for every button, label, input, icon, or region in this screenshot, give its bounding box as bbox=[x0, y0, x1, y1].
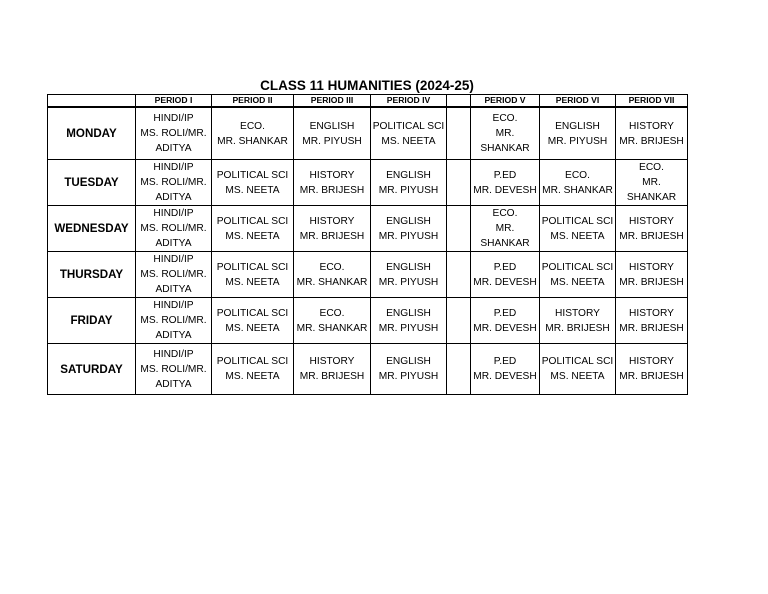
day-label: TUESDAY bbox=[48, 160, 136, 206]
period-cell bbox=[294, 206, 371, 252]
teacher-line: ADITYA bbox=[155, 143, 192, 154]
teacher-line: MR. SHANKAR bbox=[542, 184, 613, 196]
teacher-line: MR. PIYUSH bbox=[547, 135, 608, 147]
subject-line: POLITICAL SCI bbox=[372, 120, 445, 132]
timetable bbox=[47, 94, 688, 395]
period-cell bbox=[136, 344, 212, 395]
row-monday bbox=[48, 107, 688, 160]
period-cell bbox=[616, 206, 688, 252]
period-cell bbox=[616, 160, 688, 206]
teacher-line: MS. ROLI/MR. bbox=[140, 177, 207, 188]
teacher-line: ADITYA bbox=[155, 238, 192, 249]
row-saturday bbox=[48, 344, 688, 395]
subject-line: ECO. bbox=[492, 113, 518, 124]
subject-line: P.ED bbox=[493, 307, 517, 319]
subject-line: HISTORY bbox=[629, 215, 674, 227]
subject-line: ENGLISH bbox=[386, 356, 431, 367]
period-cell bbox=[212, 206, 294, 252]
subject-line: POLITICAL SCI bbox=[541, 356, 614, 367]
subject-line: HINDI/IP bbox=[153, 113, 194, 124]
subject-line: HINDI/IP bbox=[153, 254, 194, 265]
teacher-line: MR. BRIJESH bbox=[619, 230, 684, 242]
period-cell bbox=[212, 107, 294, 160]
period-cell bbox=[294, 252, 371, 298]
teacher-line: MS. ROLI/MR. bbox=[140, 128, 207, 139]
subject-line: HISTORY bbox=[309, 356, 355, 367]
teacher-line: MR. bbox=[642, 177, 661, 188]
teacher-line: MR. PIYUSH bbox=[378, 371, 439, 382]
teacher-line: ADITYA bbox=[155, 192, 192, 203]
period-cell bbox=[616, 252, 688, 298]
period-cell bbox=[616, 344, 688, 395]
teacher-line: MR. BRIJESH bbox=[619, 371, 684, 382]
period-cell bbox=[616, 298, 688, 344]
period-cell bbox=[540, 252, 616, 298]
period-cell bbox=[540, 298, 616, 344]
row-friday bbox=[48, 298, 688, 344]
period-cell bbox=[471, 160, 540, 206]
subject-line: ENGLISH bbox=[555, 120, 600, 132]
period-cell bbox=[136, 206, 212, 252]
subject-line: POLITICAL SCI bbox=[541, 261, 614, 273]
subject-line: POLITICAL SCI bbox=[216, 169, 289, 181]
teacher-line: MS. ROLI/MR. bbox=[140, 223, 207, 234]
period-cell bbox=[371, 160, 447, 206]
teacher-line: MS. NEETA bbox=[381, 135, 436, 147]
period-cell bbox=[212, 298, 294, 344]
teacher-line: MS. ROLI/MR. bbox=[140, 269, 207, 280]
subject-line: ENGLISH bbox=[386, 215, 431, 227]
header-period-5: PERIOD V bbox=[471, 95, 540, 108]
period-cell bbox=[212, 160, 294, 206]
period-cell bbox=[371, 252, 447, 298]
period-cell bbox=[616, 107, 688, 160]
day-label: THURSDAY bbox=[48, 252, 136, 298]
period-cell bbox=[136, 252, 212, 298]
subject-line: ENGLISH bbox=[386, 307, 431, 319]
period-cell bbox=[471, 206, 540, 252]
period-cell bbox=[540, 206, 616, 252]
header-period-2: PERIOD II bbox=[212, 95, 294, 108]
day-label: FRIDAY bbox=[48, 298, 136, 344]
period-cell bbox=[540, 107, 616, 160]
teacher-line: MR. BRIJESH bbox=[619, 322, 684, 334]
teacher-line: SHANKAR bbox=[480, 143, 530, 154]
subject-line: ENGLISH bbox=[386, 261, 431, 273]
subject-line: ECO. bbox=[240, 120, 265, 132]
subject-line: ENGLISH bbox=[309, 120, 355, 132]
teacher-line: MS. NEETA bbox=[225, 371, 280, 382]
break-cell bbox=[447, 344, 471, 395]
period-cell bbox=[294, 298, 371, 344]
header-period-6: PERIOD VI bbox=[540, 95, 616, 108]
teacher-line: ADITYA bbox=[155, 378, 192, 390]
teacher-line: MS. NEETA bbox=[550, 371, 605, 382]
period-cell bbox=[136, 160, 212, 206]
day-label: MONDAY bbox=[48, 107, 136, 160]
subject-line: HINDI/IP bbox=[153, 348, 194, 360]
subject-line: HISTORY bbox=[309, 169, 355, 181]
header-row bbox=[48, 95, 688, 108]
header-period-4: PERIOD IV bbox=[371, 95, 447, 108]
period-cell bbox=[540, 160, 616, 206]
teacher-line: ADITYA bbox=[155, 284, 192, 295]
period-cell bbox=[471, 107, 540, 160]
teacher-line: MR. BRIJESH bbox=[299, 371, 365, 382]
break-cell bbox=[447, 107, 471, 160]
teacher-line: MS. NEETA bbox=[225, 276, 280, 288]
teacher-line: ADITYA bbox=[155, 330, 192, 341]
teacher-line: MR. BRIJESH bbox=[299, 230, 365, 242]
teacher-line: MS. NEETA bbox=[550, 276, 605, 288]
teacher-line: MR. BRIJESH bbox=[545, 322, 610, 334]
header-period-3: PERIOD III bbox=[294, 95, 371, 108]
header-period-1: PERIOD I bbox=[136, 95, 212, 108]
subject-line: HINDI/IP bbox=[153, 162, 194, 173]
teacher-line: SHANKAR bbox=[480, 238, 530, 249]
teacher-line: MS. ROLI/MR. bbox=[140, 315, 207, 326]
teacher-line: MR. bbox=[495, 223, 515, 234]
subject-line: ENGLISH bbox=[386, 169, 431, 181]
period-cell bbox=[136, 298, 212, 344]
period-cell bbox=[471, 344, 540, 395]
day-label: WEDNESDAY bbox=[48, 206, 136, 252]
subject-line: ECO. bbox=[319, 261, 345, 273]
teacher-line: MR. BRIJESH bbox=[619, 276, 684, 288]
subject-line: POLITICAL SCI bbox=[216, 307, 289, 319]
teacher-line: MR. DEVESH bbox=[473, 322, 537, 334]
subject-line: ECO. bbox=[319, 307, 345, 319]
teacher-line: MS. NEETA bbox=[225, 322, 280, 334]
teacher-line: MR. BRIJESH bbox=[299, 184, 365, 196]
subject-line: HISTORY bbox=[555, 307, 600, 319]
subject-line: POLITICAL SCI bbox=[216, 356, 289, 367]
period-cell bbox=[471, 298, 540, 344]
period-cell bbox=[371, 206, 447, 252]
page-title: CLASS 11 HUMANITIES (2024-25) bbox=[260, 78, 474, 93]
header-period-7: PERIOD VII bbox=[616, 95, 688, 108]
subject-line: HISTORY bbox=[309, 215, 355, 227]
teacher-line: MS. ROLI/MR. bbox=[140, 363, 207, 375]
subject-line: P.ED bbox=[493, 261, 517, 273]
period-cell bbox=[540, 344, 616, 395]
row-tuesday bbox=[48, 160, 688, 206]
period-cell bbox=[212, 344, 294, 395]
teacher-line: MR. SHANKAR bbox=[217, 135, 288, 147]
subject-line: HISTORY bbox=[629, 261, 674, 273]
subject-line: P.ED bbox=[493, 169, 517, 181]
subject-line: ECO. bbox=[565, 169, 590, 181]
subject-line: POLITICAL SCI bbox=[541, 215, 614, 227]
subject-line: P.ED bbox=[493, 356, 517, 367]
row-wednesday bbox=[48, 206, 688, 252]
subject-line: ECO. bbox=[492, 208, 518, 219]
period-cell bbox=[371, 344, 447, 395]
teacher-line: MR. DEVESH bbox=[473, 184, 537, 196]
period-cell bbox=[294, 107, 371, 160]
period-cell bbox=[371, 107, 447, 160]
teacher-line: MS. NEETA bbox=[225, 184, 280, 196]
teacher-line: MR. PIYUSH bbox=[378, 230, 439, 242]
day-label: SATURDAY bbox=[48, 344, 136, 395]
break-cell bbox=[447, 298, 471, 344]
teacher-line: MR. DEVESH bbox=[473, 371, 537, 382]
teacher-line: MR. bbox=[495, 128, 515, 139]
break-cell bbox=[447, 206, 471, 252]
teacher-line: MR. SHANKAR bbox=[296, 322, 368, 334]
subject-line: POLITICAL SCI bbox=[216, 261, 289, 273]
teacher-line: MR. PIYUSH bbox=[378, 276, 439, 288]
teacher-line: MR. PIYUSH bbox=[302, 135, 362, 147]
period-cell bbox=[294, 344, 371, 395]
header-day bbox=[48, 95, 136, 108]
teacher-line: MS. NEETA bbox=[550, 230, 605, 242]
period-cell bbox=[371, 298, 447, 344]
subject-line: HINDI/IP bbox=[153, 208, 194, 219]
break-cell bbox=[447, 252, 471, 298]
row-thursday bbox=[48, 252, 688, 298]
teacher-line: MR. BRIJESH bbox=[619, 135, 684, 147]
header-break bbox=[447, 95, 471, 108]
teacher-line: MR. PIYUSH bbox=[378, 322, 439, 334]
subject-line: ECO. bbox=[639, 162, 664, 173]
period-cell bbox=[294, 160, 371, 206]
teacher-line: MR. SHANKAR bbox=[296, 276, 368, 288]
subject-line: POLITICAL SCI bbox=[216, 215, 289, 227]
teacher-line: MR. PIYUSH bbox=[378, 184, 439, 196]
teacher-line: MS. NEETA bbox=[225, 230, 280, 242]
period-cell bbox=[212, 252, 294, 298]
subject-line: HISTORY bbox=[629, 356, 674, 367]
subject-line: HINDI/IP bbox=[153, 300, 194, 311]
subject-line: HISTORY bbox=[629, 307, 674, 319]
period-cell bbox=[136, 107, 212, 160]
break-cell bbox=[447, 160, 471, 206]
period-cell bbox=[471, 252, 540, 298]
teacher-line: MR. DEVESH bbox=[473, 276, 537, 288]
subject-line: HISTORY bbox=[629, 120, 674, 132]
teacher-line: SHANKAR bbox=[626, 192, 677, 203]
